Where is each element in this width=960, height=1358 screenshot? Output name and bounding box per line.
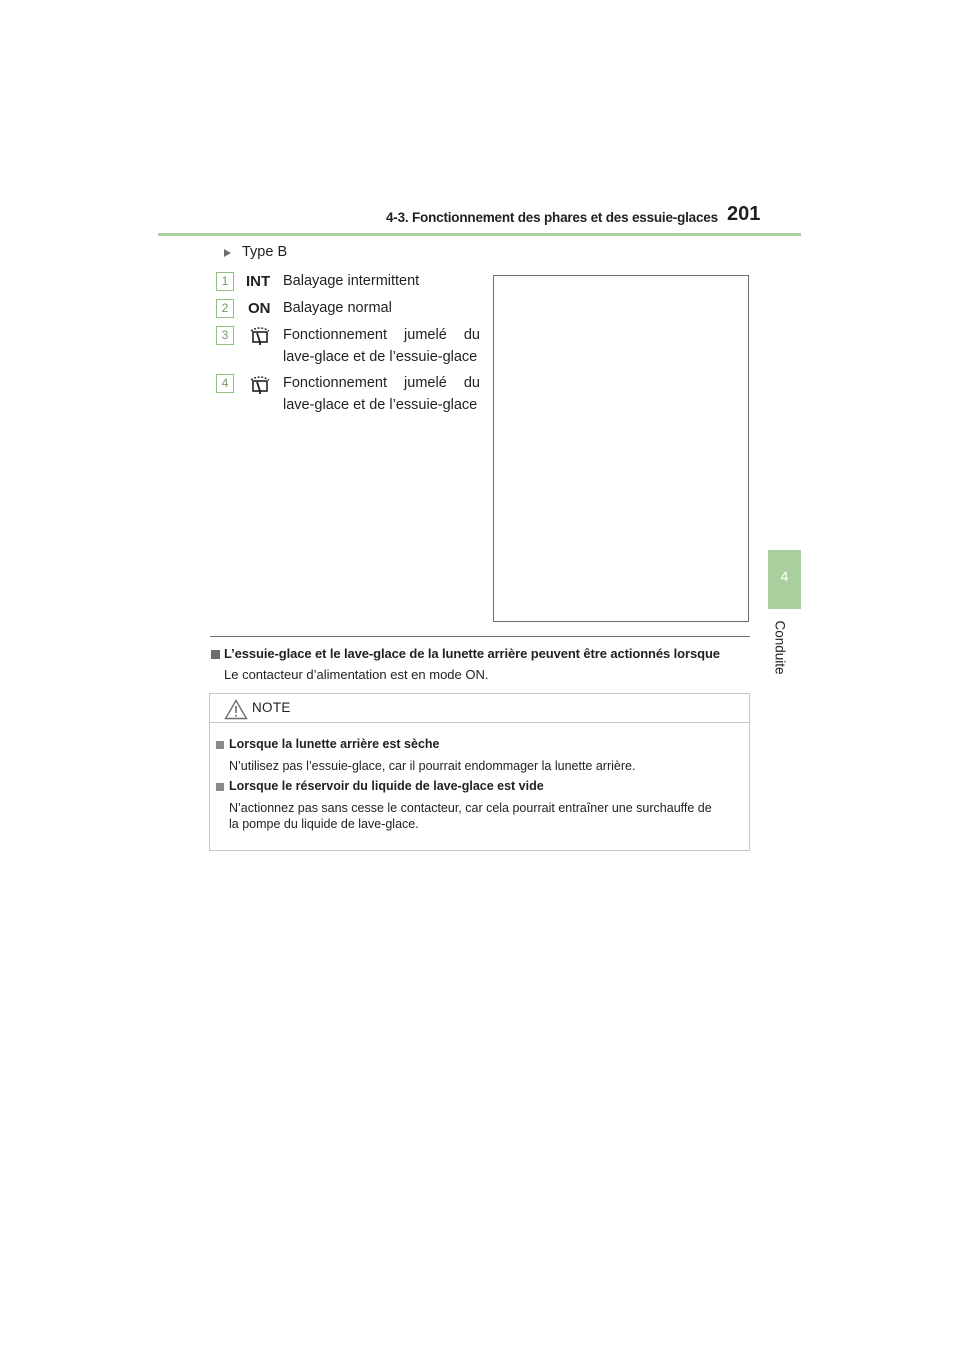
chapter-label: Conduite xyxy=(772,620,788,675)
section-divider xyxy=(210,636,750,637)
note-title: NOTE xyxy=(252,700,291,715)
item-number-1: 1 xyxy=(216,272,234,291)
chapter-number: 4 xyxy=(780,568,789,584)
item-number-2: 2 xyxy=(216,299,234,318)
washer-wiper-icon xyxy=(249,373,271,395)
note-text-2-line1: N’actionnez pas sans cesse le contacteur, car cela pourrait entraîner une surchauffe de xyxy=(229,801,712,815)
illustration-frame xyxy=(493,275,749,622)
item-text-1: Balayage intermittent xyxy=(283,273,420,289)
type-label: Type B xyxy=(242,244,288,260)
item-number-4: 4 xyxy=(216,374,234,393)
note-text-2-line2: la pompe du liquide de lave-glace. xyxy=(229,817,419,831)
item-text-4: Fonctionnement jumelé du lave-glace et de l’essuie-glace xyxy=(283,375,480,413)
note-header-divider xyxy=(209,722,750,723)
square-bullet-icon xyxy=(211,650,220,659)
int-symbol: INT xyxy=(246,273,271,290)
note-text-1: N’utilisez pas l’essuie-glace, car il pourrait endommager la lunette arrière. xyxy=(229,759,636,773)
section-title: 4-3. Fonctionnement des phares et des essuie-glaces xyxy=(386,210,718,225)
page-number: 201 xyxy=(727,203,761,225)
header-divider xyxy=(158,233,801,236)
item-number-3: 3 xyxy=(216,326,234,345)
washer-wiper-icon xyxy=(249,324,271,346)
square-bullet-icon xyxy=(216,741,224,749)
square-bullet-icon xyxy=(216,783,224,791)
info-heading: L’essuie-glace et le lave-glace de la lunette arrière peuvent être actionnés lorsque xyxy=(224,646,720,661)
on-symbol: ON xyxy=(248,300,271,317)
note-heading-2: Lorsque le réservoir du liquide de lave-glace est vide xyxy=(229,779,544,793)
item-text-2: Balayage normal xyxy=(283,300,392,316)
item-text-3: Fonctionnement jumelé du lave-glace et de l’essuie-glace xyxy=(283,327,480,365)
info-body: Le contacteur d’alimentation est en mode ON. xyxy=(224,667,489,682)
warning-triangle-icon xyxy=(224,699,248,720)
note-heading-1: Lorsque la lunette arrière est sèche xyxy=(229,737,440,751)
triangle-bullet-icon xyxy=(224,249,231,257)
